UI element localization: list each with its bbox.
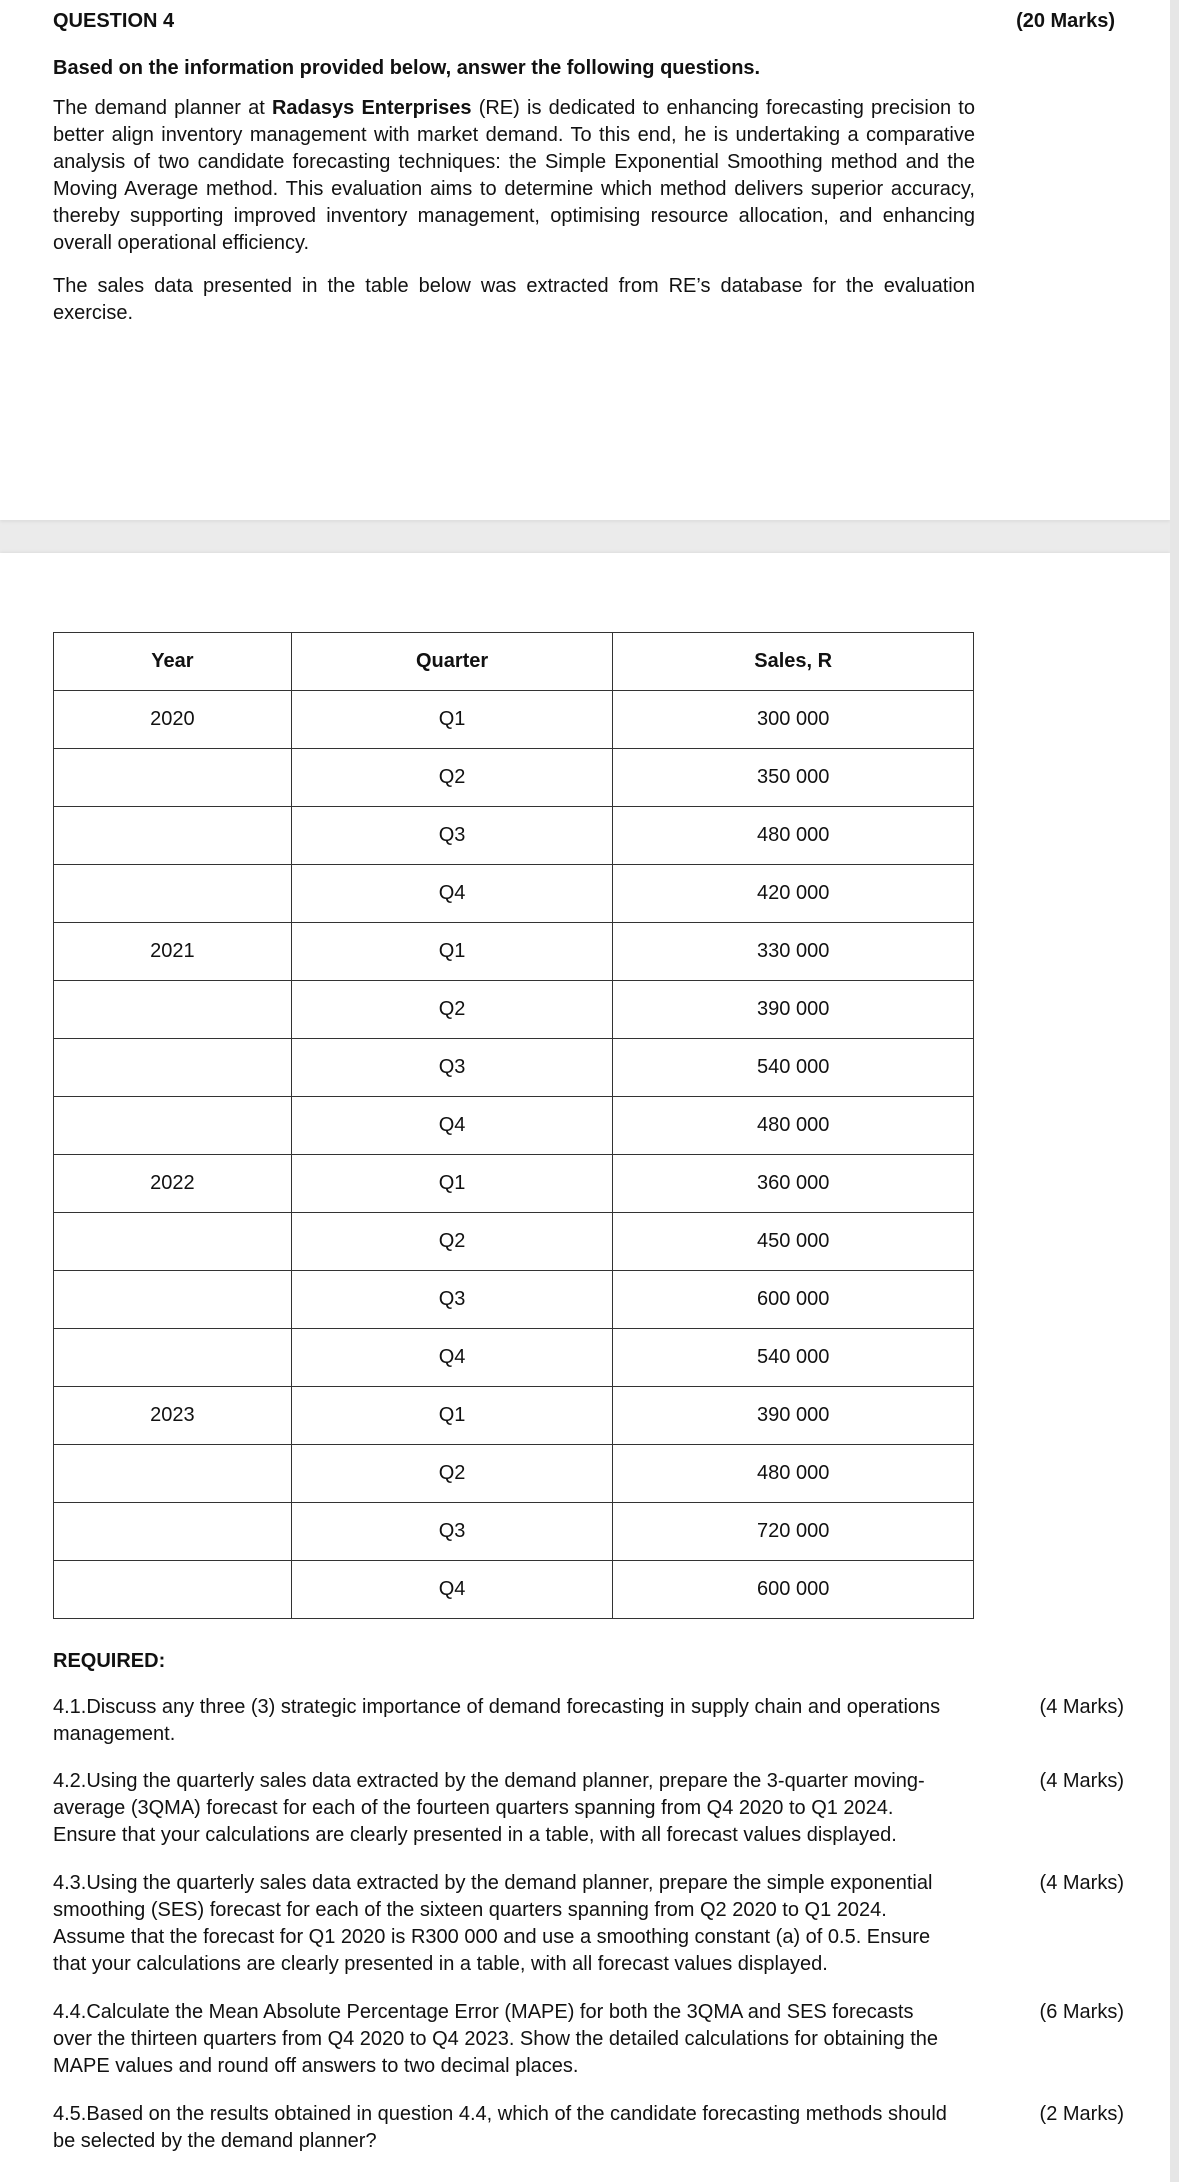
table-row bbox=[54, 981, 974, 1039]
table-row bbox=[54, 691, 974, 749]
cell-year bbox=[54, 1503, 292, 1561]
table-row bbox=[54, 807, 974, 865]
cell-year bbox=[54, 807, 292, 865]
cell-sales: 420 000 bbox=[613, 865, 974, 923]
cell-quarter: Q1 bbox=[291, 1155, 613, 1213]
company-name: Radasys Enterprises bbox=[271, 97, 472, 119]
table-row bbox=[54, 865, 974, 923]
cell-year bbox=[54, 981, 292, 1039]
intro-paragraph-1 bbox=[53, 95, 975, 257]
cell-sales: 300 000 bbox=[613, 691, 974, 749]
cell-quarter: Q2 bbox=[291, 1445, 613, 1503]
question-marks: (4 Marks) bbox=[1039, 1872, 1124, 1894]
cell-quarter: Q2 bbox=[291, 749, 613, 807]
cell-quarter: Q1 bbox=[291, 691, 613, 749]
table-row bbox=[54, 1155, 974, 1213]
cell-sales: 480 000 bbox=[613, 807, 974, 865]
cell-quarter: Q4 bbox=[291, 1561, 613, 1619]
cell-sales: 390 000 bbox=[613, 1387, 974, 1445]
cell-sales: 480 000 bbox=[613, 1097, 974, 1155]
cell-quarter: Q1 bbox=[291, 1387, 613, 1445]
cell-quarter: Q3 bbox=[291, 1039, 613, 1097]
cell-year bbox=[54, 749, 292, 807]
cell-sales: 390 000 bbox=[613, 981, 974, 1039]
question-marks: (4 Marks) bbox=[1039, 1770, 1124, 1792]
cell-quarter: Q1 bbox=[291, 923, 613, 981]
question-item-4-4 bbox=[53, 1999, 1124, 2080]
question-text: 4.5.Based on the results obtained in question 4.4, which of the candidate forecasting methods should be selected by the demand planner? bbox=[53, 2103, 947, 2152]
required-heading: REQUIRED: bbox=[53, 1650, 166, 1672]
cell-quarter: Q4 bbox=[291, 1329, 613, 1387]
table-row bbox=[54, 1561, 974, 1619]
question-item-4-2 bbox=[53, 1768, 1124, 1849]
cell-sales: 600 000 bbox=[613, 1561, 974, 1619]
cell-year bbox=[54, 1097, 292, 1155]
cell-quarter: Q3 bbox=[291, 1503, 613, 1561]
cell-quarter: Q4 bbox=[291, 1097, 613, 1155]
para1-text-end: (RE) is dedicated to enhancing forecasting precision to better align inventory management with market demand. To this end, he is undertaking a comparative analysis of two candidate forecasting techniques: the Simple Exponential Smoothing method and the Moving Average method. This evaluation aims to determine which method delivers superior accuracy, thereby supporting improved inventory management, optimising resource allocation, and enhancing overall operational efficiency. bbox=[53, 97, 975, 254]
cell-sales: 350 000 bbox=[613, 749, 974, 807]
header-sales: Sales, R bbox=[613, 633, 974, 691]
table-row bbox=[54, 923, 974, 981]
cell-sales: 600 000 bbox=[613, 1271, 974, 1329]
para1-text-start: The demand planner at bbox=[53, 97, 272, 119]
intro-heading: Based on the information provided below, answer the following questions. bbox=[53, 57, 761, 79]
total-marks: (20 Marks) bbox=[1016, 10, 1115, 32]
cell-quarter: Q4 bbox=[291, 865, 613, 923]
cell-year: 2020 bbox=[54, 691, 292, 749]
cell-year bbox=[54, 1561, 292, 1619]
table-row bbox=[54, 1097, 974, 1155]
cell-year: 2021 bbox=[54, 923, 292, 981]
cell-year bbox=[54, 1271, 292, 1329]
cell-year: 2022 bbox=[54, 1155, 292, 1213]
cell-sales: 540 000 bbox=[613, 1329, 974, 1387]
cell-quarter: Q3 bbox=[291, 1271, 613, 1329]
table-row bbox=[54, 1445, 974, 1503]
intro-paragraph-2: The sales data presented in the table below was extracted from RE’s database for the evaluation exercise. bbox=[53, 275, 975, 324]
cell-quarter: Q3 bbox=[291, 807, 613, 865]
cell-year bbox=[54, 1039, 292, 1097]
header-quarter: Quarter bbox=[291, 633, 613, 691]
header-year: Year bbox=[54, 633, 292, 691]
cell-sales: 330 000 bbox=[613, 923, 974, 981]
cell-year bbox=[54, 1213, 292, 1271]
cell-sales: 450 000 bbox=[613, 1213, 974, 1271]
table-row bbox=[54, 1329, 974, 1387]
question-text: 4.3.Using the quarterly sales data extracted by the demand planner, prepare the simple exponential smoothing (SES) forecast for each of the sixteen quarters spanning from Q2 2020 to Q1 2024. Assume that the forecast for Q1 2020 is R300 000 and use a smoothing constant (a) of 0.5. Ensure that your calculations are clearly presented in a table, with all forecast values displayed. bbox=[53, 1872, 933, 1975]
cell-sales: 360 000 bbox=[613, 1155, 974, 1213]
cell-sales: 720 000 bbox=[613, 1503, 974, 1561]
cell-year: 2023 bbox=[54, 1387, 292, 1445]
table-row bbox=[54, 1039, 974, 1097]
sales-table bbox=[53, 632, 974, 1619]
cell-year bbox=[54, 865, 292, 923]
page-edge-shadow bbox=[1170, 0, 1179, 2182]
question-text: 4.2.Using the quarterly sales data extracted by the demand planner, prepare the 3-quarter moving-average (3QMA) forecast for each of the fourteen quarters spanning from Q4 2020 to Q1 2024. Ensure that your calculations are clearly presented in a table, with all forecast values displayed. bbox=[53, 1770, 925, 1846]
question-marks: (4 Marks) bbox=[1039, 1696, 1124, 1718]
cell-year bbox=[54, 1329, 292, 1387]
table-header-row bbox=[54, 633, 974, 691]
cell-quarter: Q2 bbox=[291, 1213, 613, 1271]
question-text: 4.4.Calculate the Mean Absolute Percentage Error (MAPE) for both the 3QMA and SES forecasts over the thirteen quarters from Q4 2020 to Q4 2023. Show the detailed calculations for obtaining the MAPE values and round off answers to two decimal places. bbox=[53, 2001, 938, 2077]
table-row bbox=[54, 1213, 974, 1271]
question-item-4-5 bbox=[53, 2101, 1124, 2155]
table-row bbox=[54, 1503, 974, 1561]
cell-sales: 480 000 bbox=[613, 1445, 974, 1503]
question-item-4-1 bbox=[53, 1694, 1124, 1748]
question-title: QUESTION 4 bbox=[53, 10, 175, 32]
question-item-4-3 bbox=[53, 1870, 1124, 1978]
table-row bbox=[54, 1387, 974, 1445]
question-marks: (6 Marks) bbox=[1039, 2001, 1124, 2023]
question-text: 4.1.Discuss any three (3) strategic importance of demand forecasting in supply chain and operations management. bbox=[53, 1696, 941, 1745]
question-header bbox=[53, 10, 1115, 33]
table-row bbox=[54, 749, 974, 807]
cell-quarter: Q2 bbox=[291, 981, 613, 1039]
cell-sales: 540 000 bbox=[613, 1039, 974, 1097]
document-page-top bbox=[0, 0, 1170, 520]
cell-year bbox=[54, 1445, 292, 1503]
question-marks: (2 Marks) bbox=[1039, 2103, 1124, 2125]
table-row bbox=[54, 1271, 974, 1329]
